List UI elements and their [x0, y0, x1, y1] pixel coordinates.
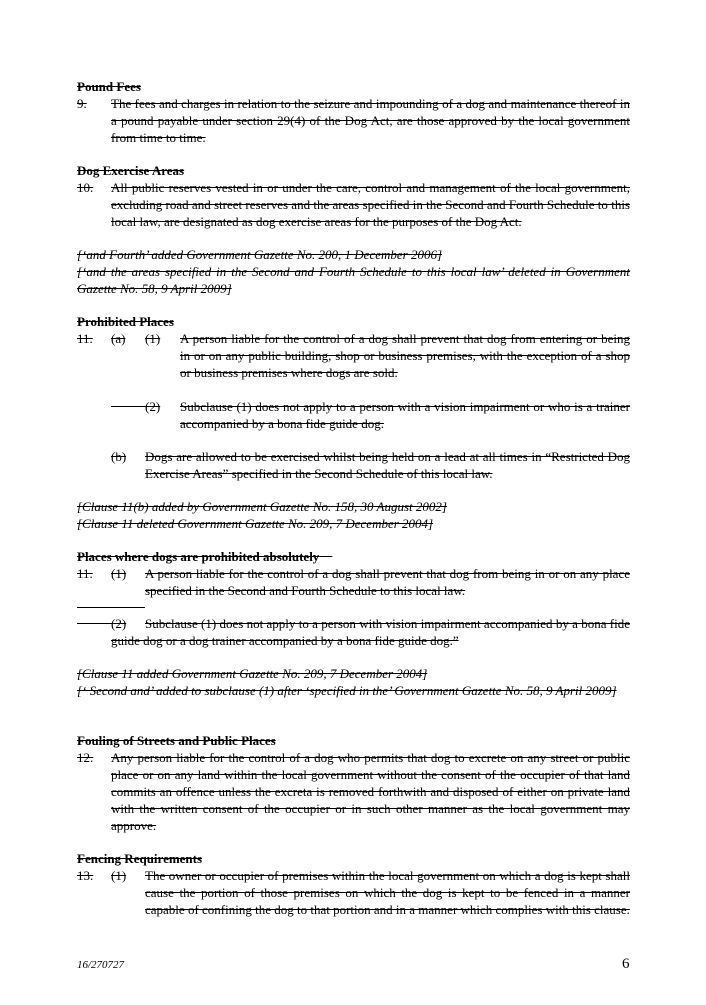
clause-number-9: 9. — [77, 96, 87, 111]
subclause-label-1: (1) — [111, 566, 127, 581]
clause-11a2-text: Subclause (1) does not apply to a person with a vision impairment or who is a trainer accompanied by a bona fide guide dog. — [180, 399, 630, 431]
subclause-label-1: (1) — [145, 331, 161, 346]
paragraph-label-a: (a) — [111, 331, 126, 346]
page-number: 6 — [622, 956, 630, 972]
heading-prohibited-absolutely — [77, 548, 332, 565]
heading-dog-exercise-areas: Dog Exercise Areas — [77, 163, 185, 178]
clause-11-2-text: Subclause (1) does not apply to a person with vision impairment accompanied by a bona fide guide dog or a dog trainer accompanied by a bona fide guide dog.” — [111, 616, 630, 648]
heading-pound-fees: Pound Fees — [77, 79, 141, 94]
clause-number-11: 11. — [77, 331, 93, 346]
clause-number-11: 11. — [77, 566, 93, 581]
indent-rule — [111, 406, 145, 407]
clause-number-13: 13. — [77, 868, 94, 883]
clause-11b-text: Dogs are allowed to be exercised whilst being held on a lead at all times in “Restricted Dog Exercise Areas” specified in the Second Schedule of this local law. — [145, 449, 630, 481]
heading-fouling: Fouling of Streets and Public Places — [77, 733, 276, 748]
separator-rule — [77, 607, 145, 608]
amendment-note: [Clause 11 deleted Government Gazette No. 209, 7 December 2004] — [77, 516, 434, 531]
indent-rule — [77, 623, 111, 624]
clause-11-1-text: A person liable for the control of a dog shall prevent that dog from being in or on any place specified in the Second and Fourth Schedule to this local law. — [145, 566, 630, 598]
heading-prohibited-places: Prohibited Places — [77, 314, 174, 329]
amendment-note: [‘and the areas specified in the Second and Fourth Schedule to this local law’ deleted in Government Gazette No. 58, 9 April 2009] — [77, 264, 630, 296]
subclause-label-1: (1) — [111, 868, 127, 883]
clause-number-12: 12. — [77, 750, 94, 765]
clause-12-text: Any person liable for the control of a dog who permits that dog to excrete on any street or public place or on any land within the local government without the consent of the occupier of that land commits an offence unless the excreta is removed forthwith and disposed of either on private land with the written consent of the occupier or in such other manner as the local government may approve. — [111, 750, 630, 833]
clause-11a1-text: A person liable for the control of a dog shall prevent that dog from entering or being in or on any public building, shop or business premises, with the exception of a shop or business premises where dogs are sold. — [180, 331, 630, 380]
heading-fencing: Fencing Requirements — [77, 851, 203, 866]
paragraph-label-b: (b) — [111, 449, 127, 464]
amendment-note: [‘and Fourth’ added Government Gazette No. 200, 1 December 2006] — [77, 247, 443, 262]
clause-number-10: 10. — [77, 180, 94, 195]
amendment-note: [‘ Second and’ added to subclause (1) after ‘specified in the’ Government Gazette No. 58, 9 April 2009] — [77, 683, 617, 698]
clause-9-text: The fees and charges in relation to the seizure and impounding of a dog and maintenance thereof in a pound payable under section 29(4) of the Dog Act, are those approved by the local government from time to time. — [111, 96, 630, 145]
amendment-note: [Clause 11(b) added by Government Gazette No. 158, 30 August 2002] — [77, 499, 447, 514]
subclause-label-2: (2) — [145, 399, 161, 414]
clause-10-text: All public reserves vested in or under the care, control and management of the local government, excluding road and street reserves and the areas specified in the Second and Fourth Schedule to this local law, are designated as dog exercise areas for the purposes of the Dog Act. — [111, 180, 630, 229]
clause-13-1-text: The owner or occupier of premises within the local government on which a dog is kept shall cause the portion of those premises on which the dog is kept to be fenced in a manner capable of confining the dog to that portion and in a manner which complies with this clause. — [145, 868, 630, 917]
heading-text: Places where dogs are prohibited absolutely — [77, 549, 320, 564]
document-reference: 16/270727 — [77, 959, 125, 971]
amendment-note: [Clause 11 added Government Gazette No. 209, 7 December 2004] — [77, 666, 428, 681]
subclause-label-2: (2) — [111, 616, 127, 631]
